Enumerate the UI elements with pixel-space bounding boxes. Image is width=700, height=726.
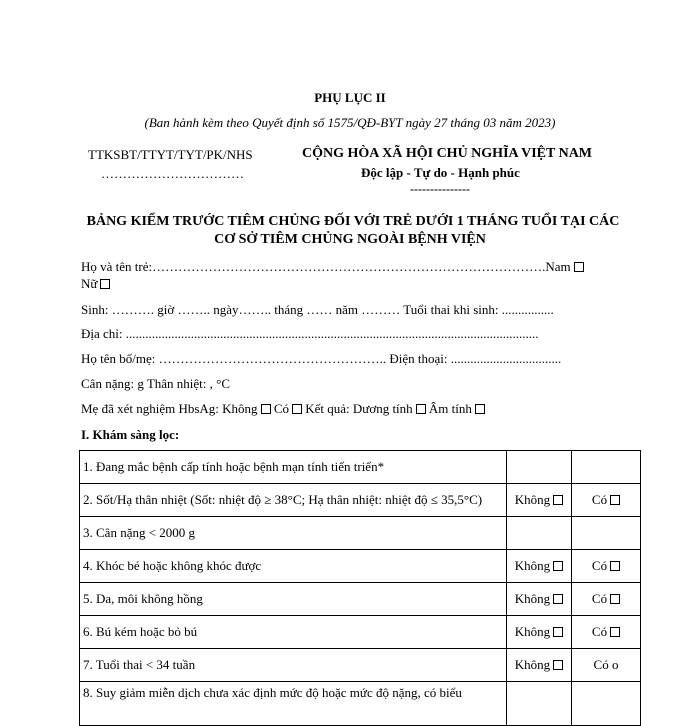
- screening-option-no: [507, 682, 572, 726]
- issued-note: (Ban hành kèm theo Quyết định số 1575/QĐ-BYT ngày 27 tháng 03 năm 2023): [144, 115, 556, 130]
- document-title-line1: BẢNG KIỂM TRƯỚC TIÊM CHỦNG ĐỐI VỚI TRẺ DƯỚI 1 THÁNG TUỔI TẠI CÁC: [86, 214, 620, 229]
- option-checkbox-yes[interactable]: [610, 561, 620, 571]
- option-label-yes: Có: [591, 492, 608, 507]
- option-checkbox-no[interactable]: [553, 594, 563, 604]
- option-checkbox-yes[interactable]: [610, 495, 620, 505]
- screening-option-yes: [572, 517, 641, 550]
- document-title-line2: CƠ SỞ TIÊM CHỦNG NGOÀI BỆNH VIỆN: [214, 232, 486, 247]
- screening-item-label: 5. Da, môi không hồng: [80, 583, 507, 616]
- hbsag-field: [81, 401, 485, 417]
- option-label-no: Không: [514, 624, 551, 639]
- option-label-no: Không: [514, 591, 551, 606]
- screening-option-no: [507, 451, 572, 484]
- appendix-title: PHỤ LỤC II: [314, 90, 386, 105]
- screening-option-no: [507, 649, 572, 682]
- birth-field: Sinh: ………. giờ …….. ngày…….. tháng …… năm ……… Tuổi thai khi sinh: ................: [81, 302, 554, 317]
- parent-field: Họ tên bố/mẹ: …………………………………………….. Điện thoại: ..................................: [81, 351, 562, 366]
- option-label-no: Không: [514, 657, 551, 672]
- screening-row: [80, 616, 641, 649]
- screening-option-no: [507, 550, 572, 583]
- hbsag-positive-checkbox[interactable]: [416, 404, 426, 414]
- female-label: Nữ: [81, 276, 98, 291]
- option-checkbox-no[interactable]: [553, 561, 563, 571]
- male-checkbox[interactable]: [574, 262, 584, 272]
- hbsag-no-checkbox[interactable]: [261, 404, 271, 414]
- screening-option-yes: [572, 451, 641, 484]
- screening-option-yes: [572, 550, 641, 583]
- screening-option-no: [507, 583, 572, 616]
- option-checkbox-no[interactable]: [553, 660, 563, 670]
- screening-row: [80, 583, 641, 616]
- screening-option-yes: [572, 649, 641, 682]
- option-checkbox-no[interactable]: [553, 627, 563, 637]
- screening-row: [80, 451, 641, 484]
- weight-temperature-field: Cân nặng: g Thân nhiệt: , °C: [81, 376, 231, 391]
- option-label-yes: Có: [591, 624, 608, 639]
- hbsag-yes-checkbox[interactable]: [292, 404, 302, 414]
- hbsag-negative-label: Âm tính: [428, 401, 472, 416]
- screening-item-label: 3. Cân nặng < 2000 g: [80, 517, 507, 550]
- screening-option-no: [507, 616, 572, 649]
- screening-option-yes: [572, 583, 641, 616]
- screening-row: [80, 517, 641, 550]
- hbsag-yes-label: Có: [273, 401, 289, 416]
- option-checkbox-yes[interactable]: [610, 627, 620, 637]
- nation-title: CỘNG HÒA XÃ HỘI CHỦ NGHĨA VIỆT NAM: [302, 146, 593, 161]
- screening-item-label: 1. Đang mắc bệnh cấp tính hoặc bệnh mạn tính tiến triển*: [80, 451, 507, 484]
- female-field: [81, 276, 110, 292]
- screening-table: [79, 450, 641, 726]
- option-label-no: Không: [514, 558, 551, 573]
- hbsag-label: Mẹ đã xét nghiệm HbsAg: Không: [81, 401, 258, 416]
- screening-option-no: [507, 517, 572, 550]
- option-checkbox-no[interactable]: [553, 495, 563, 505]
- option-label-no: Không: [514, 492, 551, 507]
- option-label-yes: Có: [591, 591, 608, 606]
- screening-heading: I. Khám sàng lọc:: [81, 427, 180, 442]
- screening-row: [80, 649, 641, 682]
- hbsag-negative-checkbox[interactable]: [475, 404, 485, 414]
- screening-option-no: [507, 484, 572, 517]
- screening-row: [80, 484, 641, 517]
- screening-option-yes: [572, 484, 641, 517]
- screening-item-label: 4. Khóc bé hoặc không khóc được: [80, 550, 507, 583]
- motto-rule: ---------------: [410, 182, 470, 196]
- hbsag-result-label: Kết quả: Dương tính: [305, 401, 413, 416]
- motto: Độc lập - Tự do - Hạnh phúc: [361, 165, 520, 180]
- option-label-yes: Có: [591, 558, 608, 573]
- screening-item-label: 6. Bú kém hoặc bỏ bú: [80, 616, 507, 649]
- form-code-dots: ……………………………: [101, 166, 244, 181]
- screening-row: [80, 682, 641, 726]
- child-name-field: [81, 259, 584, 275]
- option-checkbox-yes[interactable]: [610, 594, 620, 604]
- option-label-yes: Có o: [593, 657, 619, 672]
- screening-option-yes: [572, 682, 641, 726]
- child-name-label: Họ và tên trẻ:……………………………………………………………………………….Nam: [81, 259, 571, 274]
- screening-option-yes: [572, 616, 641, 649]
- female-checkbox[interactable]: [100, 279, 110, 289]
- screening-item-label: 7. Tuổi thai < 34 tuần: [80, 649, 507, 682]
- form-code: TTKSBT/TTYT/TYT/PK/NHS: [88, 147, 253, 162]
- address-field: Địa chỉ: ...............................................................................................................................: [81, 326, 539, 341]
- screening-item-label: 8. Suy giảm miễn dịch chưa xác định mức độ hoặc mức độ nặng, có biểu: [80, 682, 507, 726]
- screening-item-label: 2. Sốt/Hạ thân nhiệt (Sốt: nhiệt độ ≥ 38°C; Hạ thân nhiệt: nhiệt độ ≤ 35,5°C): [80, 484, 507, 517]
- screening-row: [80, 550, 641, 583]
